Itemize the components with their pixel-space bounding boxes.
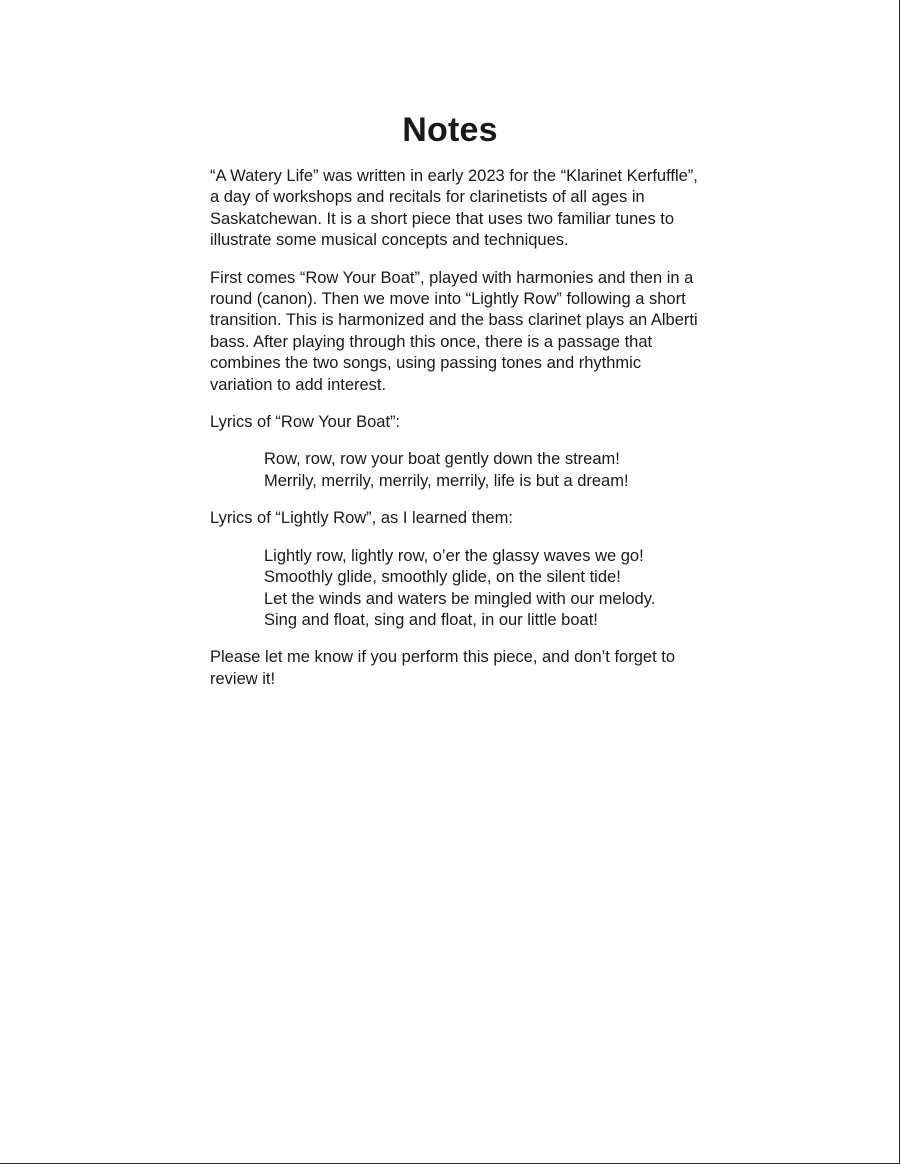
closing-paragraph: Please let me know if you perform this piece, and don’t forget to review it! xyxy=(210,648,675,688)
lyric-line: Row, row, row your boat gently down the stream! xyxy=(264,450,620,469)
page-title: Notes xyxy=(402,111,498,149)
lyric-line: Sing and float, sing and float, in our little boat! xyxy=(264,610,598,629)
lyric-line: Merrily, merrily, merrily, merrily, life is but a dream! xyxy=(264,471,629,490)
lyric-line: Smoothly glide, smoothly glide, on the silent tide! xyxy=(264,568,621,587)
row-your-boat-heading: Lyrics of “Row Your Boat”: xyxy=(210,413,401,432)
lyric-line: Lightly row, lightly row, o’er the glassy waves we go! xyxy=(264,546,644,565)
intro-paragraph: “A Watery Life” was written in early 2023 for the “Klarinet Kerfuffle”, a day of workshops and recitals for clarinetists of all ages in Saskatchewan. It is a short piece that uses two familiar tunes to illustrate some musical concepts and techniques. xyxy=(210,167,698,250)
document-page xyxy=(210,108,700,706)
description-paragraph: First comes “Row Your Boat”, played with harmonies and then in a round (canon). Then we move into “Lightly Row” following a short transition. This is harmonized and the bass clarinet plays an Alberti bass. After playing through this once, there is a passage that combines the two songs, using passing tones and rhythmic variation to add interest. xyxy=(210,268,698,394)
lightly-row-heading: Lyrics of “Lightly Row”, as I learned them: xyxy=(210,509,513,528)
lyric-line: Let the winds and waters be mingled with our melody. xyxy=(264,589,656,608)
row-your-boat-lyrics xyxy=(264,449,700,492)
lightly-row-lyrics xyxy=(264,546,700,632)
